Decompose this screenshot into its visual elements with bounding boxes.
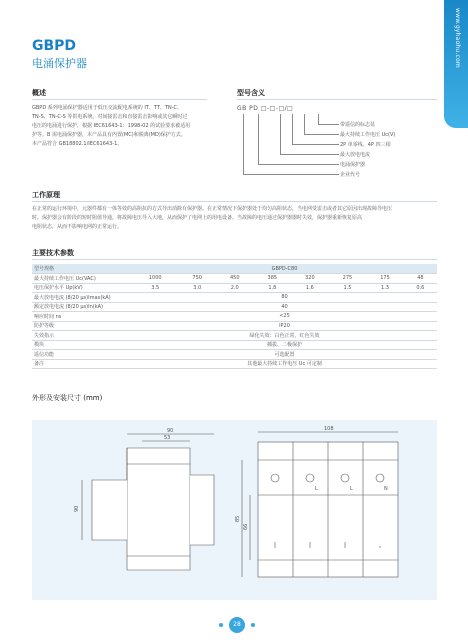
table-cell: 175 (366, 274, 404, 284)
table-cell: 1000 (132, 274, 178, 284)
table-cell: 1.6 (291, 283, 329, 293)
table-row (32, 359, 437, 369)
overview-line: 电压的电涌进行保护，根据 IEC61643-1：1998-02 的试验要求被适用 (32, 123, 191, 129)
table-cell: 80 (132, 293, 437, 303)
dimension-drawing (32, 420, 437, 600)
table-cell-label: 备注 (32, 359, 132, 369)
specs-table (32, 264, 437, 369)
overview-line: TN-S、TN-C-S 等供电系统，对间接雷击和直接雷击影响或其它瞬时过 (32, 114, 188, 120)
terminal-label: L (315, 486, 318, 492)
overview-line: 护等。B 需电涌保护器，本产品具有内置(MC)和脱离(MD)保护方式。 (32, 132, 186, 138)
model-label: 带遥信的标志显 (340, 122, 376, 128)
table-cell: 3.0 (178, 283, 216, 293)
principle-line: 电阻状态，从而不影响电网的正常运行。 (32, 224, 123, 230)
table-header-label: 型号规格 (32, 264, 132, 274)
table-cell: 48 (404, 274, 437, 284)
table-cell-label: 遥信功能 (32, 350, 132, 360)
table-cell: 绿化失效：白色正常，红色失效 (132, 331, 437, 341)
table-header-model: GBPD-C80 (132, 264, 437, 274)
model-code: GB PD □-□-□/□ (237, 105, 294, 112)
dimension-drawing-panel (32, 420, 437, 600)
table-cell: 1.5 (329, 283, 367, 293)
table-cell-label: 额定放电电流 (8/20 μs)In(kA) (32, 302, 132, 312)
table-cell: 1.3 (366, 283, 404, 293)
table-header-row (32, 264, 437, 274)
model-heading: 型号含义 (237, 89, 265, 97)
table-cell: 385 (254, 274, 292, 284)
table-cell: <25 (132, 312, 437, 322)
table-row (32, 331, 437, 341)
page-dot (219, 623, 223, 627)
dim-label: 90 (167, 428, 174, 434)
overview-line: GBPD 系列电涌保护器适用于低压交流配电系统的 IT、TT、TN-C、 (32, 105, 182, 111)
table-cell: 450 (216, 274, 254, 284)
table-row (32, 274, 437, 284)
dim-label: 66 (243, 523, 249, 530)
table-cell-label: 模块 (32, 340, 132, 350)
table-cell: 插拔、二极保护 (132, 340, 437, 350)
overview-rule (32, 99, 207, 100)
table-cell-label: 电压保护水平 Up(kV) (32, 283, 132, 293)
model-rule (237, 99, 437, 100)
table-cell: 275 (329, 274, 367, 284)
table-cell-label: 失效指示 (32, 331, 132, 341)
table-cell: 1.8 (254, 283, 292, 293)
table-cell: 3.5 (132, 283, 178, 293)
dim-label: 108 (324, 426, 334, 432)
table-cell-label: 最大放电电流 (8/20 μs)Imax(kA) (32, 293, 132, 303)
table-row (32, 302, 437, 312)
table-cell: 其他最大持续工作电压 Uc 可定制 (132, 359, 437, 369)
model-label: 最大持续工作电压 Uc(V) (340, 132, 396, 138)
overview-heading: 概述 (32, 89, 46, 97)
model-label: 电涌保护器 (340, 162, 366, 168)
table-row (32, 340, 437, 350)
dim-label: 53 (164, 435, 171, 441)
page-dot (251, 623, 255, 627)
table-cell: 0.6 (404, 283, 437, 293)
dimensions-heading: 外形及安装尺寸 (mm) (32, 394, 103, 402)
website-url: www.gyhaohu.com (454, 8, 461, 68)
table-cell: 750 (178, 274, 216, 284)
dim-label: 90 (74, 505, 80, 512)
table-cell: 40 (132, 302, 437, 312)
dim-label: 85 (235, 515, 241, 522)
overview-text (32, 104, 212, 149)
terminal-label: N (384, 486, 388, 492)
table-row (32, 321, 437, 331)
specs-heading: 主要技术参数 (32, 249, 74, 257)
table-cell-label: 最大持续工作电压 Uc(VAC) (32, 274, 132, 284)
table-cell-label: 响应时间 ns (32, 312, 132, 322)
model-label: 最大放电电流 (340, 152, 371, 158)
table-row (32, 350, 437, 360)
table-cell: 2.0 (216, 283, 254, 293)
principle-heading: 工作原理 (32, 191, 60, 199)
front-rail (190, 475, 214, 545)
table-cell: IP20 (132, 321, 437, 331)
table-row (32, 283, 437, 293)
model-label: 2P 单零线、4P 四三相 (340, 142, 391, 148)
specs-rule (32, 259, 437, 260)
table-row (32, 312, 437, 322)
principle-rule (32, 201, 437, 202)
model-label: 企业代号 (340, 172, 361, 178)
table-cell: 可选配置 (132, 350, 437, 360)
page-number: 28 (229, 617, 245, 633)
front-ledge (92, 448, 127, 540)
front-body (127, 448, 190, 570)
terminal-label: L (350, 486, 353, 492)
principle-text (32, 205, 437, 232)
product-title: GBPD (32, 38, 77, 54)
table-row (32, 293, 437, 303)
principle-line: 在正常的运行环境中，元器件都有一体等效的高阻抗的方式导出消除有保护器。在正常情况下保护器处于均匀高阻状态，当电网受雷击或者其它原因出现故障导电压 (32, 206, 393, 212)
overview-line: 本产品符合 GB18802.1/IEC61643-1。 (32, 141, 123, 147)
product-subtitle: 电涌保护器 (32, 57, 87, 70)
principle-line: 时，保护器会有阶段的短时阻值导通，将故障电压导入大地，从而保护了电网上的用电设备。当故障的电压通过保护器器时失效，保护器重新恢复原高 (32, 215, 363, 221)
table-cell: 320 (291, 274, 329, 284)
table-cell-label: 防护等级 (32, 321, 132, 331)
